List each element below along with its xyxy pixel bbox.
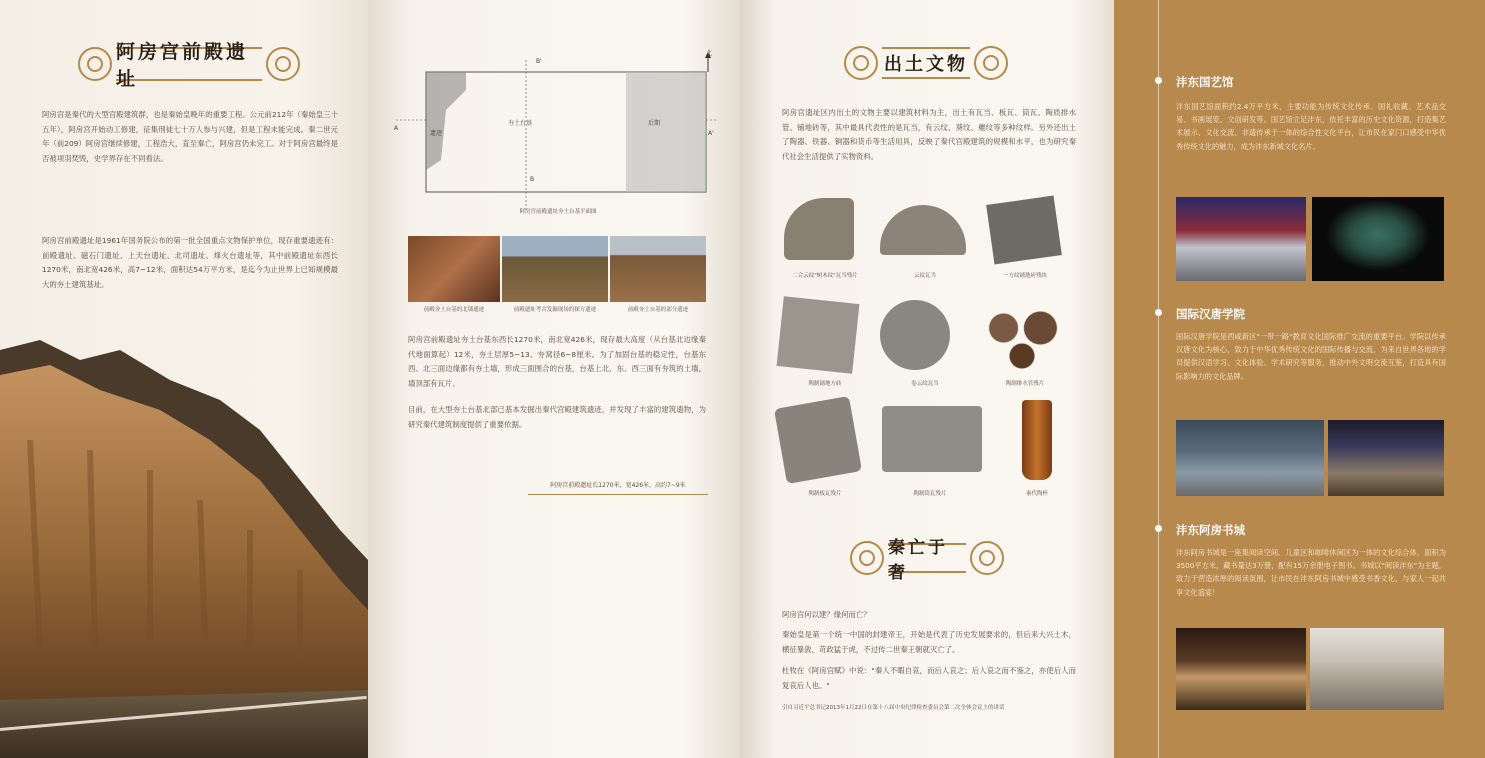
ornament-left-icon <box>844 46 878 80</box>
artifact-caption-3: 一方纹铺地砖残块 <box>1002 273 1047 279</box>
section-title: 出土文物 <box>884 54 968 75</box>
panel-site-details <box>368 0 740 758</box>
artifact-caption-9: 秦代陶杯 <box>1025 491 1048 497</box>
section-title-3: 沣东阿房书城 <box>1176 523 1245 537</box>
section-dot-1 <box>1155 77 1162 84</box>
section-title-1: 沣东国艺馆 <box>1176 75 1234 89</box>
artifact-caption-4: 陶制铺地方砖 <box>808 381 842 387</box>
artifact-caption-2: 云纹瓦当 <box>913 273 936 279</box>
map-label-a-prime: A' <box>708 130 714 137</box>
artifacts-paragraph: 阿房宫遗址区内出土的文物主要以建筑材料为主，出土有瓦当、板瓦、筒瓦、陶质排水管、铺地砖等，其中最具代表性的是瓦当，有云纹、葵纹、夔纹等多种纹样。另外还出土了陶器、铁器、铜器和货币等生活用具，反映了秦代宫殿建筑的规模和水平，也为研究秦代社会生活提供了实物资料。 <box>782 108 1076 161</box>
title-banner <box>78 41 300 90</box>
ornament-right-icon <box>266 47 300 81</box>
artifact-roof-tile-cloud <box>880 205 966 255</box>
ornament-right-icon <box>974 46 1008 80</box>
excavation-photo-2 <box>502 236 608 302</box>
bottom-caption: 阿房宫前殿遗址长1270米，宽426米，高约7~9米 <box>550 482 686 489</box>
artifact-tube-tile <box>882 406 982 472</box>
excavation-photo-3 <box>610 236 706 302</box>
map-label-b: B <box>530 176 535 183</box>
sub-title: 秦亡于奢 <box>888 538 948 583</box>
qin-question: 阿房宫何以建？缘何而亡？ <box>782 610 871 619</box>
artifacts-banner <box>844 44 1008 82</box>
section-dot-2 <box>1155 309 1162 316</box>
artifact-caption-6: 陶制排水管残片 <box>1005 381 1045 387</box>
bookshelf-photo <box>1310 628 1444 710</box>
artifact-caption-7: 陶制板瓦残片 <box>808 491 842 497</box>
site-paragraph: 阿房宫前殿遗址是1961年国务院公布的第一批全国重点文物保护单位，现存重要遗迹有：前殿遗址、磁石门遗址、上天台遗址、北司遗址、烽火台遗址等，其中前殿遗址东西长1270米，南北宽426米，高7~12米，面积达54万平方米，是迄今为止世界上已知规模最大的夯土建筑基址。 <box>42 236 338 289</box>
museum-interior-photo <box>1176 197 1306 281</box>
qin-paragraph-2: 杜牧在《阿房宫赋》中说："秦人不暇自哀，而后人哀之；后人哀之而不鉴之，亦使后人而复哀后人也。" <box>782 666 1076 690</box>
artifact-caption-1: 二合云纹"树木纹"瓦当残片 <box>792 273 858 279</box>
page-title: 阿房宫前殿遗址 <box>116 41 249 90</box>
panel-site-intro <box>0 0 368 758</box>
site-detail-paragraph: 阿房宫前殿遗址夯土台基东西长1270米，南北宽426米，现存最大高度（从台基北边缘秦代地面算起）12米，夯土层厚5~13、夯窝径6~8厘米。为了加固台基的稳定性，台基东西、北三面边缘都有夯土墙，形成三面围合的台基，台基上北、东、西三面有夯筑的土墙，墙顶部有瓦片。 <box>408 335 706 388</box>
section-dot-3 <box>1155 525 1162 532</box>
artifact-round-tile <box>880 300 950 370</box>
artifact-tile-fragment <box>784 198 854 260</box>
ornament-right-icon <box>970 541 1004 575</box>
map-label-a: A <box>394 125 399 132</box>
map-label-b-prime: B' <box>536 58 542 65</box>
caption-underline <box>528 494 708 495</box>
lecture-hall-photo <box>1328 420 1444 496</box>
site-research-paragraph: 目前，在大型夯土台基北部已基本发掘出秦代宫殿建筑遗迹，并发现了丰富的建筑遗物，为研究秦代建筑制度提供了重要依据。 <box>408 405 706 429</box>
panel-artifacts <box>740 0 1114 758</box>
academy-building-photo <box>1176 420 1324 496</box>
site-plan-map <box>396 50 718 222</box>
excavation-photo-1 <box>408 236 500 302</box>
section-text-1: 沣东国艺馆面积约2.4万平方米，主要功能为传统文化传承、国礼收藏、艺术品交易、书画展览、文创研发等。国艺馆立足沣东，依托丰富的历史文化资源，打造集艺术展示、文化交流、非遗传承于一体的综合性文化平台，让市民在家门口感受中华优秀传统文化的魅力，成为沣东新城文化名片。 <box>1176 102 1446 151</box>
section-text-2: 国际汉唐学院是西咸新区"一带一路"教育文化国际推广交流的重要平台。学院以传承汉唐文化为核心，致力于中华优秀传统文化的国际传播与交流，为来自世界各地的学员提供汉语学习、文化体验、学术研究等服务，推动中外文明交流互鉴，打造具有国际影响力的文化品牌。 <box>1176 332 1446 381</box>
artifact-flat-tile <box>774 396 862 484</box>
cliff-photo <box>0 320 368 758</box>
map-label-region1: 夯土台基 <box>508 120 533 127</box>
artifact-square-brick <box>777 296 860 374</box>
qin-source: 引自习近平总书记2013年1月22日在第十八届中央纪律检查委员会第二次全体会议上的讲话 <box>782 705 1005 711</box>
bookstore-interior-photo <box>1176 628 1306 710</box>
intro-paragraph: 阿房宫是秦代的大型宫殿建筑群，也是秦始皇晚年的重要工程。公元前212年（秦始皇三十五年），阿房宫开始动工修建，征集刑徒七十万人参与兴建，但是工程未能完成。秦二世元年（前209）阿房宫继续修建，工程浩大，直至秦亡，阿房宫仍未完工。对于阿房宫最终是否被项羽焚毁，史学界存在不同看法。 <box>42 110 338 163</box>
map-caption: 阿房宫前殿遗址夯土台基平面图 <box>519 209 597 215</box>
artifact-caption-8: 陶制筒瓦残片 <box>913 491 947 497</box>
photo-caption-3: 前殿夯土台基的部分遗迹 <box>627 307 689 313</box>
ornament-left-icon <box>850 541 884 575</box>
qin-banner <box>850 538 1004 583</box>
photo-caption-1: 前殿夯土台基的北墙遗迹 <box>423 307 485 313</box>
bronze-vessel-photo <box>1312 197 1444 281</box>
artifact-cup <box>1022 400 1052 480</box>
ornament-left-icon <box>78 47 112 81</box>
artifact-drainage-pipes <box>976 300 1068 370</box>
artifact-floor-brick <box>986 196 1062 265</box>
qin-paragraph-1: 秦始皇是第一个统一中国的封建帝王，开始是代表了历史发展要求的，但后来大兴土木，横征暴敛，苛政猛于虎，不过传二世秦王朝就灭亡了。 <box>782 630 1076 654</box>
section-title-2: 国际汉唐学院 <box>1176 307 1245 321</box>
photo-caption-2: 前殿遗址考古发掘现场的探方遗迹 <box>513 307 597 313</box>
artifact-caption-5: 卷云纹瓦当 <box>911 381 939 387</box>
section-text-3: 沣东阿房书城是一座集阅读空间、儿童区和咖啡休闲区为一体的文化综合体，面积为3500平方米，藏书量达3万册，配有15万余册电子图书。书城以"阅读沣东"为主题，致力于营造浓厚的阅读氛围，让市民在沣东阿房书城中感受书香文化，与家人一起共享文化盛宴！ <box>1176 548 1446 597</box>
map-label-region2: 遗迹 <box>430 130 443 137</box>
map-label-north: 北 <box>706 50 713 57</box>
timeline-line <box>1158 0 1159 758</box>
map-label-region3: 后期 <box>648 120 661 127</box>
